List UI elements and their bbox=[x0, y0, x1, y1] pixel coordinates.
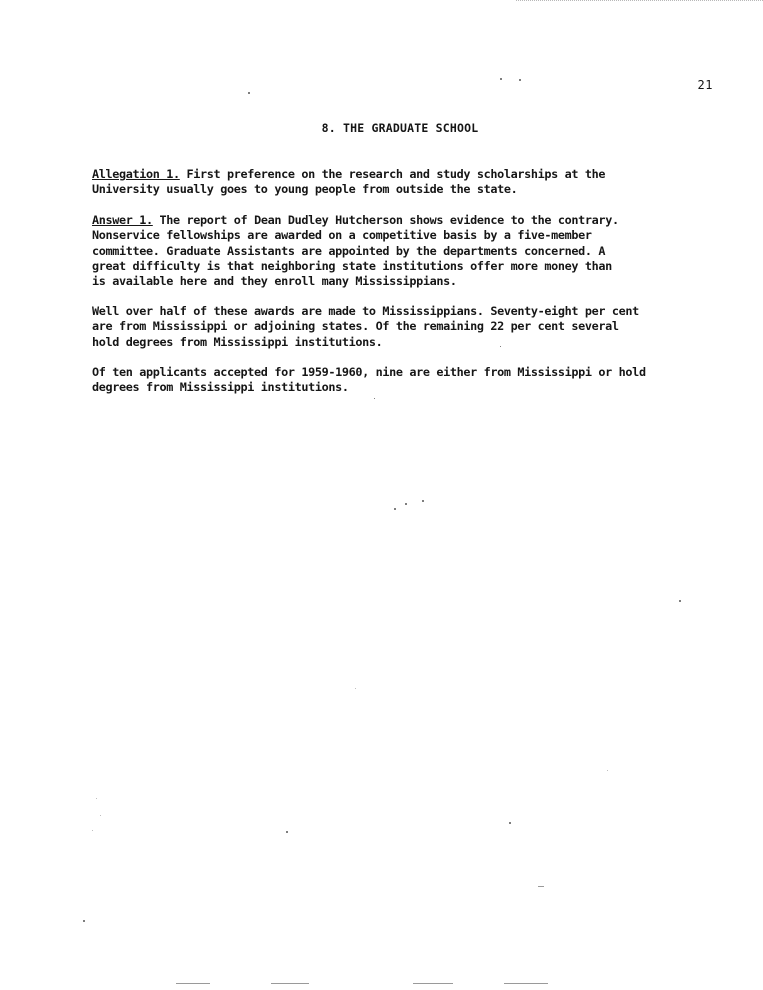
applicants-text-2: degrees from Mississippi institutions. bbox=[92, 380, 349, 395]
scan-speck bbox=[92, 830, 93, 831]
scan-mark bbox=[538, 886, 544, 887]
scan-speck bbox=[422, 500, 424, 502]
answer-label: Answer 1. bbox=[92, 213, 153, 227]
scan-speck bbox=[100, 815, 101, 816]
awards-paragraph bbox=[92, 304, 732, 350]
scan-speck bbox=[679, 600, 681, 602]
answer-text-1: The report of Dean Dudley Hutcherson shows evidence to the contrary. bbox=[152, 213, 619, 227]
applicants-text-1: Of ten applicants accepted for 1959-1960, nine are either from Mississippi or hold bbox=[92, 365, 646, 379]
bottom-scan-mark bbox=[176, 983, 210, 984]
scan-speck bbox=[500, 346, 501, 347]
bottom-scan-mark bbox=[504, 983, 548, 984]
scan-speck bbox=[83, 920, 85, 922]
answer-text-3: committee. Graduate Assistants are appointed by the departments concerned. A bbox=[92, 243, 606, 258]
allegation-paragraph bbox=[92, 167, 732, 198]
scan-speck bbox=[405, 503, 407, 505]
allegation-text-1: First preference on the research and study scholarships at the bbox=[179, 167, 606, 181]
allegation-text-2: University usually goes to young people from outside the state. bbox=[92, 182, 518, 197]
scan-speck bbox=[286, 831, 288, 833]
scan-speck bbox=[500, 78, 502, 80]
scan-speck bbox=[96, 798, 97, 799]
answer-text-2: Nonservice fellowships are awarded on a competitive basis by a five-member bbox=[92, 228, 592, 243]
scan-speck bbox=[607, 770, 608, 771]
page-number: 21 bbox=[697, 78, 713, 92]
awards-text-1: Well over half of these awards are made to Mississippians. Seventy-eight per cent bbox=[92, 304, 639, 318]
bottom-scan-mark bbox=[271, 983, 309, 984]
scan-speck bbox=[374, 398, 375, 399]
scan-speck bbox=[248, 92, 250, 94]
bottom-scan-mark bbox=[413, 983, 453, 984]
answer-text-5: is available here and they enroll many Mississippians. bbox=[92, 274, 457, 289]
scan-speck bbox=[355, 688, 356, 689]
top-dotted-rule bbox=[516, 0, 763, 1]
answer-text-4: great difficulty is that neighboring state institutions offer more money than bbox=[92, 258, 612, 273]
awards-text-3: hold degrees from Mississippi institutions. bbox=[92, 334, 383, 349]
scan-speck bbox=[519, 79, 521, 81]
allegation-label: Allegation 1. bbox=[92, 167, 180, 181]
paragraph-line bbox=[92, 167, 732, 182]
scan-speck bbox=[394, 508, 396, 510]
section-title: 8. THE GRADUATE SCHOOL bbox=[321, 121, 479, 135]
awards-text-2: are from Mississippi or adjoining states. Of the remaining 22 per cent several bbox=[92, 319, 619, 334]
scan-speck bbox=[509, 822, 511, 824]
paragraph-line bbox=[92, 213, 732, 228]
applicants-paragraph bbox=[92, 365, 732, 396]
answer-paragraph bbox=[92, 213, 732, 289]
